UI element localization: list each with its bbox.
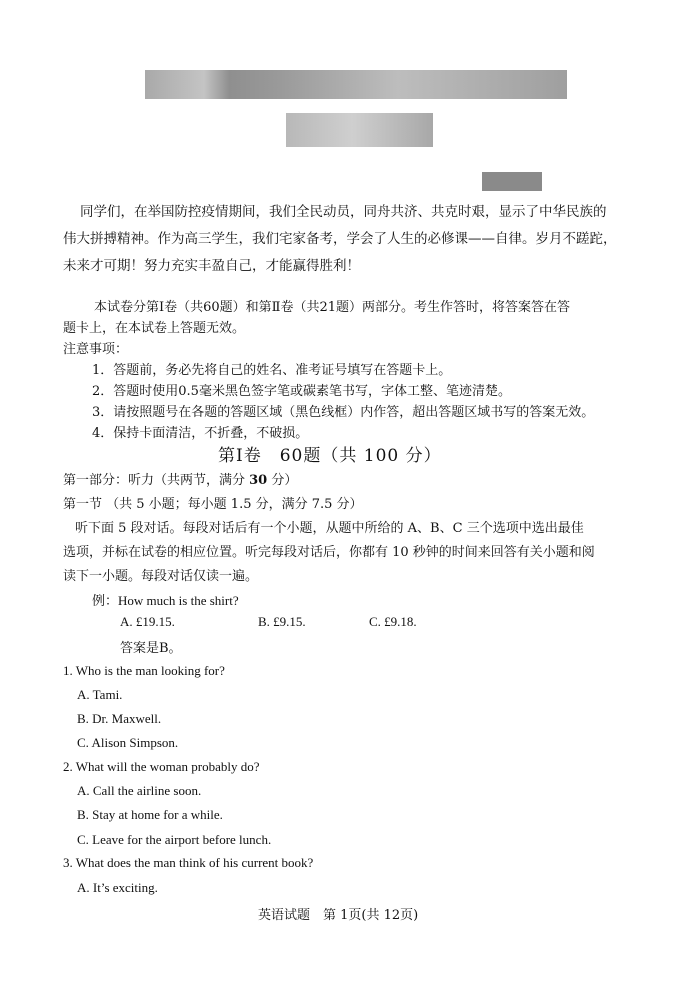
- attention-item-3: 3．请按照题号在各题的答题区域（黑色线框）内作答，超出答题区域书写的答案无效。: [92, 405, 595, 420]
- example-option-c: C. £9.18.: [369, 614, 417, 629]
- blurred-exam-subtitle: [286, 113, 433, 147]
- intro-line-3: 未来才可期！努力充实丰盈自己，才能赢得胜利！: [63, 258, 360, 274]
- example-question: 例：How much is the shirt?: [92, 593, 239, 608]
- instruction-line-3: 读下一小题。每段对话仅读一遍。: [63, 569, 259, 584]
- page-footer: 英语试题 第 1页(共 12页): [258, 908, 419, 923]
- part1-suffix: 分）: [267, 473, 298, 488]
- intro-line-1: 同学们，在举国防控疫情期间，我们全民动员，同舟共济、共克时艰，显示了中华民族的: [80, 204, 607, 220]
- blurred-stamp: [482, 172, 542, 191]
- question-2-option-b: B. Stay at home for a while.: [77, 807, 223, 822]
- question-3: 3. What does the man think of his current book?: [63, 855, 314, 870]
- question-3-option-a: A. It’s exciting.: [77, 880, 158, 895]
- attention-item-1: 1．答题前，务必先将自己的姓名、准考证号填写在答题卡上。: [92, 363, 452, 378]
- notice-line-1: 本试卷分第Ⅰ卷（共60题）和第Ⅱ卷（共21题）两部分。考生作答时，将答案答在答: [94, 300, 571, 315]
- notice-line-2: 题卡上，在本试卷上答题无效。: [63, 321, 246, 336]
- section1-heading: 第一节 （共 5 小题；每小题 1.5 分，满分 7.5 分）: [63, 497, 363, 512]
- question-1-option-a: A. Tami.: [77, 687, 123, 702]
- question-2-option-a: A. Call the airline soon.: [77, 783, 202, 798]
- question-1-option-b: B. Dr. Maxwell.: [77, 711, 162, 726]
- question-1-option-c: C. Alison Simpson.: [77, 735, 179, 750]
- question-2: 2. What will the woman probably do?: [63, 759, 260, 774]
- question-1: 1. Who is the man looking for?: [63, 663, 225, 678]
- part1-prefix: 第一部分：听力（共两节，满分: [63, 473, 250, 488]
- instruction-line-2: 选项，并标在试卷的相应位置。听完每段对话后，你都有 10 秒钟的时间来回答有关小题和阅: [63, 545, 595, 560]
- example-answer: 答案是B。: [120, 641, 182, 656]
- part1-score: 30: [249, 473, 268, 488]
- intro-line-2: 伟大拼搏精神。作为高三学生，我们宅家备考，学会了人生的必修课——自律。岁月不蹉跎，: [63, 231, 617, 247]
- attention-item-2: 2．答题时使用0.5毫米黑色签字笔或碳素笔书写，字体工整、笔迹清楚。: [92, 384, 511, 399]
- part1-heading: [63, 469, 297, 488]
- attention-title: 注意事项：: [63, 342, 129, 357]
- question-2-option-c: C. Leave for the airport before lunch.: [77, 832, 272, 847]
- instruction-line-1: 听下面 5 段对话。每段对话后有一个小题，从题中所给的 A、B、C 三个选项中选出最佳: [75, 521, 584, 536]
- attention-item-4: 4．保持卡面清洁，不折叠，不破损。: [92, 426, 309, 441]
- section-title: 第Ⅰ卷 60题（共 100 分）: [218, 446, 442, 466]
- example-option-a: A. £19.15.: [120, 614, 175, 629]
- blurred-exam-title: [145, 70, 567, 99]
- example-option-b: B. £9.15.: [258, 614, 306, 629]
